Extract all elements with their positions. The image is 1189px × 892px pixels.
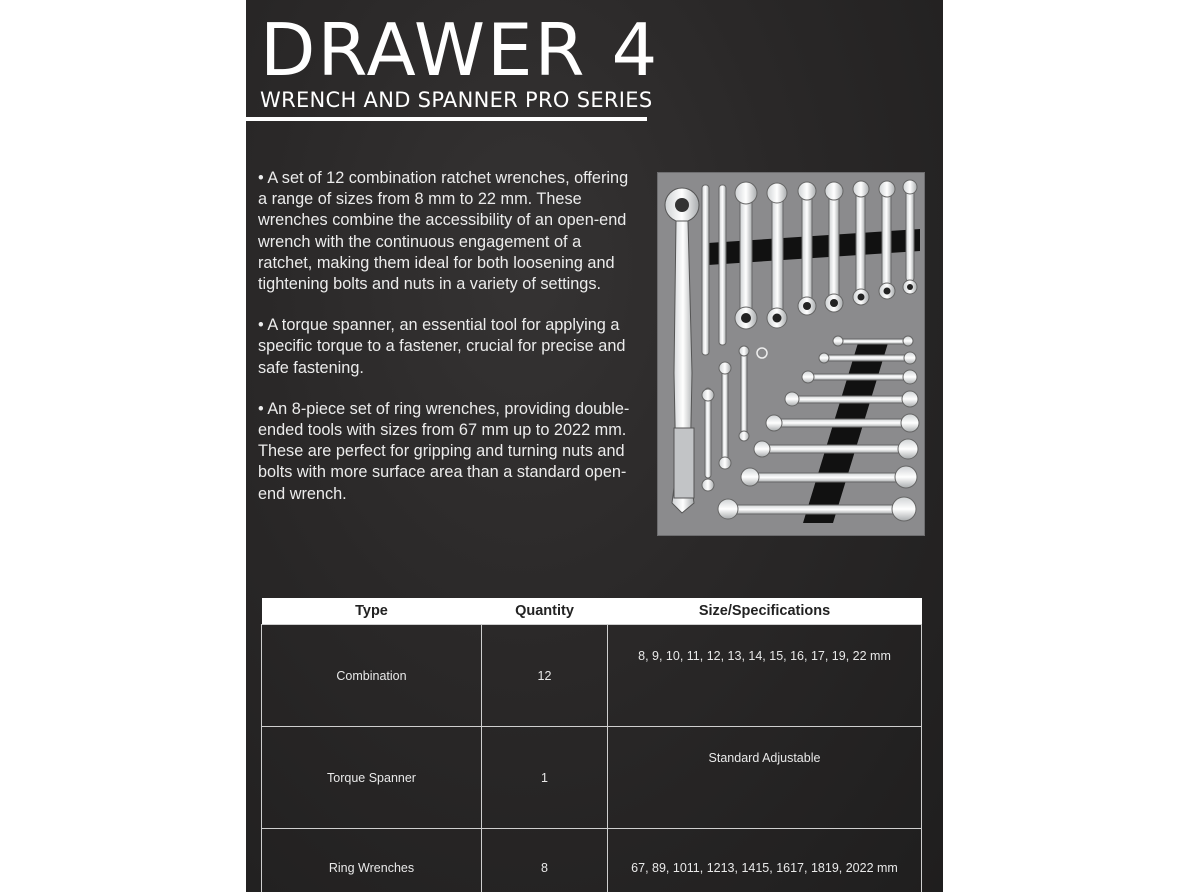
column-header-type: Type <box>262 598 482 625</box>
brand-logo-icon <box>757 348 767 358</box>
table-header-row <box>262 598 922 625</box>
torque-wrench-shape <box>665 188 699 513</box>
description-paragraph: • A torque spanner, an essential tool for applying a specific torque to a fastener, crucial for precise and safe fastening. <box>258 316 626 377</box>
cell-type: Combination <box>262 625 482 727</box>
column-header-quantity: Quantity <box>482 598 608 625</box>
cell-specifications: Standard Adjustable <box>608 727 922 829</box>
page-subtitle: WRENCH AND SPANNER PRO SERIES <box>260 88 653 112</box>
spec-table <box>261 598 922 892</box>
title-underline <box>246 117 647 121</box>
cell-quantity: 12 <box>482 625 608 727</box>
catalog-page <box>246 0 943 892</box>
table-row <box>262 625 922 727</box>
table-row <box>262 727 922 829</box>
wrench-tray-illustration <box>658 173 924 535</box>
wrench-tray-photo <box>657 172 925 536</box>
table-row <box>262 829 922 892</box>
cell-type: Ring Wrenches <box>262 829 482 892</box>
cell-type: Torque Spanner <box>262 727 482 829</box>
cell-specifications: 8, 9, 10, 11, 12, 13, 14, 15, 16, 17, 19, 22 mm <box>608 625 922 727</box>
page-title: DRAWER 4 <box>260 8 660 92</box>
cell-specifications: 67, 89, 1011, 1213, 1415, 1617, 1819, 2022 mm <box>608 829 922 892</box>
description-paragraph: • A set of 12 combination ratchet wrenches, offering a range of sizes from 8 mm to 22 mm. These wrenches combine the accessibility of an open-end wrench with the continuous engagement of a ratchet, making them ideal for both loosening and tightening bolts and nuts in a variety of settings. <box>258 169 629 294</box>
description-paragraph: • An 8-piece set of ring wrenches, providing double-ended tools with sizes from 67 mm up to 2022 mm. These are perfect for gripping and turning nuts and bolts with more surface area than a standard open-end wrench. <box>258 399 630 503</box>
column-header-specifications: Size/Specifications <box>608 598 922 625</box>
description <box>258 168 630 525</box>
cell-quantity: 8 <box>482 829 608 892</box>
cell-quantity: 1 <box>482 727 608 829</box>
